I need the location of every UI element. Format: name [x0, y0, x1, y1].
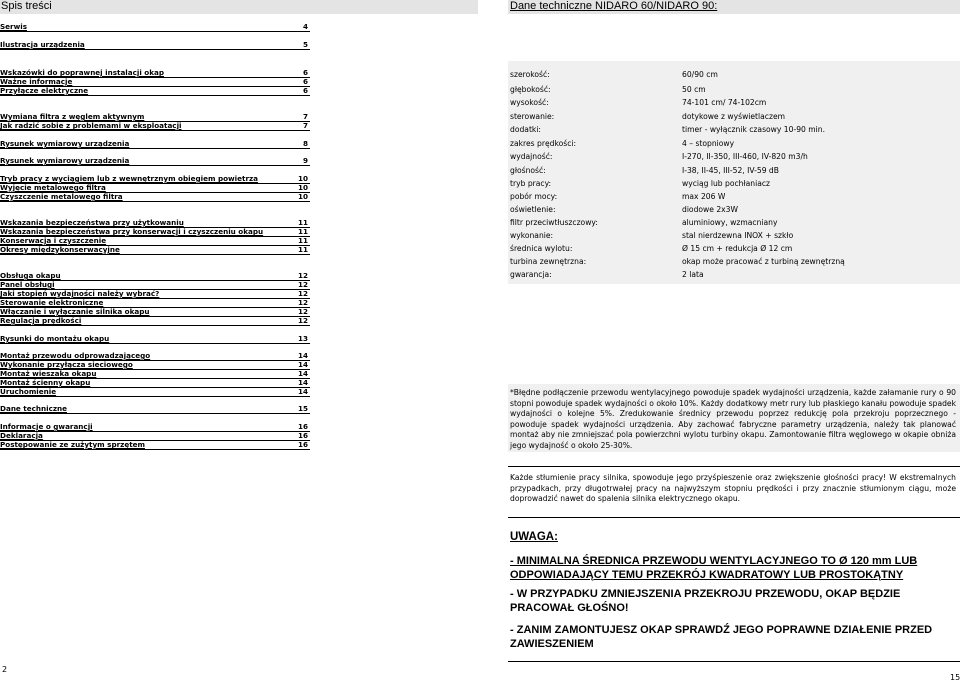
toc-entry-page: 11	[297, 218, 308, 227]
toc-entry-page: 16	[297, 440, 308, 449]
toc-entry-title: Konserwacja i czyszczenie	[0, 236, 107, 245]
toc-entry-page: 6	[302, 68, 308, 77]
toc-entry-page: 5	[302, 40, 308, 49]
spec-label: oświetlenie:	[510, 205, 556, 214]
note-ventilation: *Błędne podłączenie przewodu wentylacyjnego powoduje spadek wydajności urządzenia, każde załamanie rury o 90 stopni powoduje spadek wydajności o około 10%. Każdy dodatkowy metr rury lub płaskiego kanału powoduje spadek wydajności o kolejne 5%. Zredukowanie średnicy przewodu poprzez redukcję pola przekroju poprzecznego - powoduje spadek wydajności urządzenia. Aby zachować fabryczne parametry urządzenia, należy tak planować montaż aby nie zmniejszać pola powierzchni wylotu turbiny okapu. Zamontowanie filtra węglowego w okapie obniża jego wydajność o około 25-30%.	[510, 388, 956, 450]
spec-label: wysokość:	[510, 98, 549, 107]
toc-heading: Spis treści	[1, 0, 52, 12]
spec-value: dotykowe z wyświetlaczem	[682, 112, 786, 121]
toc-entry-title: Rysunek wymiarowy urządzenia	[0, 156, 130, 165]
spec-label: turbina zewnętrzna:	[510, 257, 587, 266]
toc-entry-page: 7	[302, 112, 308, 121]
toc-entry-page: 11	[297, 245, 308, 254]
toc-entry-page: 13	[297, 334, 308, 343]
spec-value: 74-101 cm/ 74-102cm	[682, 98, 767, 107]
toc-entry-title: Deklaracja	[0, 431, 43, 440]
toc-entry-title: Jaki stopień wydajności należy wybrać?	[0, 289, 160, 298]
toc-entry-title: Włączanie i wyłączanie silnika okapu	[0, 307, 150, 316]
spec-label: szerokość:	[510, 70, 550, 79]
toc-entry-page: 12	[297, 316, 308, 325]
divider-3	[508, 661, 960, 662]
toc-entry[interactable]	[0, 121, 310, 131]
warning-title: UWAGA:	[510, 531, 558, 543]
toc-entry-page: 12	[297, 298, 308, 307]
toc-entry-title: Czyszczenie metalowego filtra	[0, 192, 123, 201]
toc-entry[interactable]	[0, 139, 310, 149]
spec-value: 2 lata	[682, 270, 704, 279]
toc-entry[interactable]	[0, 245, 310, 255]
toc-entry-page: 10	[297, 183, 308, 192]
toc-entry-title: Rysunki do montażu okapu	[0, 334, 110, 343]
spec-value: I-270, II-350, III-460, IV-820 m3/h	[682, 152, 808, 161]
toc-entry-page: 9	[302, 156, 308, 165]
spec-label: zakres prędkości:	[510, 139, 577, 148]
toc-entry-title: Okresy międzykonserwacyjne	[0, 245, 120, 254]
warning-item-2: - W PRZYPADKU ZMNIEJSZENIA PRZEKROJU PRZEWODU, OKAP BĘDZIE PRACOWAŁ GŁOŚNO!	[510, 588, 901, 614]
spec-value: aluminiowy, wzmacniany	[682, 218, 778, 227]
toc-entry-title: Wykonanie przyłącza sieciowego	[0, 360, 133, 369]
toc-entry[interactable]	[0, 440, 310, 450]
spec-value: stal nierdzewna INOX + szkło	[682, 231, 794, 240]
spec-label: głośność:	[510, 166, 546, 175]
spec-value: 50 cm	[682, 85, 706, 94]
toc-entry-title: Obsługa okapu	[0, 271, 61, 280]
toc-entry-title: Ważne informacje	[0, 77, 73, 86]
spec-value: Ø 15 cm + redukcja Ø 12 cm	[682, 244, 793, 253]
spec-label: średnica wylotu:	[510, 244, 573, 253]
spec-value: 4 – stopniowy	[682, 139, 735, 148]
note-engine: Każde stłumienie pracy silnika, spowoduje jego przyśpieszenie oraz zwiększenie głośności pracy! W ekstremalnych przypadkach, przy długotrwałej pracy na najwyższym stopniu prędkości i przy znacznie stłumionym ciągu, może doprowadzić nawet do spalenia silnika elektrycznego okapu.	[510, 473, 956, 504]
spec-value: I-38, II-45, III-52, IV-59 dB	[682, 166, 779, 175]
spec-value: diodowe 2x3W	[682, 205, 739, 214]
toc-entry-page: 12	[297, 289, 308, 298]
toc-entry-title: Rysunek wymiarowy urządzenia	[0, 139, 130, 148]
toc-entry[interactable]	[0, 334, 310, 344]
toc-entry-title: Montaż wieszaka okapu	[0, 369, 97, 378]
spec-value: wyciąg lub pochłaniacz	[682, 179, 771, 188]
toc-entry-title: Tryb pracy z wyciągiem lub z wewnętrznym obiegiem powietrza	[0, 174, 259, 183]
toc-entry[interactable]	[0, 86, 310, 96]
toc-entry-page: 11	[297, 236, 308, 245]
toc-entry[interactable]	[0, 387, 310, 397]
toc-entry-title: Jak radzić sobie z problemami w eksploatacji	[0, 121, 182, 130]
toc-entry[interactable]	[0, 22, 310, 32]
spec-label: dodatki:	[510, 125, 541, 134]
spec-value: okap może pracować z turbiną zewnętrzną	[682, 257, 845, 266]
toc-entry-title: Postępowanie ze zużytym sprzętem	[0, 440, 145, 449]
toc-entry-title: Sterowanie elektroniczne	[0, 298, 104, 307]
specs-header-bar	[508, 0, 960, 14]
toc-entry-page: 12	[297, 307, 308, 316]
toc-entry-page: 8	[302, 139, 308, 148]
toc-entry-page: 14	[297, 387, 308, 396]
spec-label: wykonanie:	[510, 231, 554, 240]
spec-value: 60/90 cm	[682, 70, 718, 79]
toc-entry[interactable]	[0, 40, 310, 50]
toc-entry-page: 14	[297, 378, 308, 387]
toc-entry-title: Montaż przewodu odprowadzającego	[0, 351, 151, 360]
toc-entry-page: 16	[297, 431, 308, 440]
toc-entry-page: 12	[297, 271, 308, 280]
toc-entry[interactable]	[0, 156, 310, 166]
toc-entry-page: 6	[302, 77, 308, 86]
spec-value: max 206 W	[682, 192, 726, 201]
toc-entry-title: Ilustracja urządzenia	[0, 40, 85, 49]
toc-entry[interactable]	[0, 316, 310, 326]
specs-heading: Dane techniczne NIDARO 60/NIDARO 90:	[510, 0, 718, 12]
spec-value: timer - wyłącznik czasowy 10-90 min.	[682, 125, 826, 134]
toc-entry-title: Regulacja prędkości	[0, 316, 82, 325]
spec-label: gwarancja:	[510, 270, 552, 279]
toc-entry-title: Wskazania bezpieczeństwa przy użytkowaniu	[0, 218, 184, 227]
toc-entry-page: 12	[297, 280, 308, 289]
toc-entry-page: 14	[297, 351, 308, 360]
spec-label: sterowanie:	[510, 112, 555, 121]
toc-entry-page: 16	[297, 422, 308, 431]
spec-label: tryb pracy:	[510, 179, 552, 188]
toc-entry-page: 6	[302, 86, 308, 95]
toc-entry-title: Montaż ścienny okapu	[0, 378, 91, 387]
toc-entry-title: Wyjęcie metalowego filtra	[0, 183, 106, 192]
spec-label: filtr przeciwtłuszczowy:	[510, 218, 598, 227]
divider-2	[508, 517, 960, 518]
toc-entry-title: Panel obsługi	[0, 280, 55, 289]
page-number-right: 15	[950, 673, 960, 682]
toc-entry-title: Przyłącze elektryczne	[0, 86, 89, 95]
toc-entry-title: Wymiana filtra z węglem aktywnym	[0, 112, 145, 121]
spec-label: pobór mocy:	[510, 192, 558, 201]
toc-entry-page: 15	[297, 404, 308, 413]
toc-entry-title: Wskazówki do poprawnej instalacji okap	[0, 68, 165, 77]
toc-header-bar	[0, 0, 478, 14]
toc-entry-page: 14	[297, 360, 308, 369]
warning-item-3: - ZANIM ZAMONTUJESZ OKAP SPRAWDŹ JEGO POPRAWNE DZIAŁENIE PRZED ZAWIESZENIEM	[510, 624, 933, 650]
page-number-left: 2	[2, 665, 8, 674]
toc-entry-page: 10	[297, 192, 308, 201]
warning-item-1: - MINIMALNA ŚREDNICA PRZEWODU WENTYLACYJNEGO TO Ø 120 mm LUB ODPOWIADAJĄCY TEMU PRZEKRÓJ KWADRATOWY LUB PROSTOKĄTNY	[510, 555, 918, 581]
toc-entry-page: 14	[297, 369, 308, 378]
toc-entry-title: Uruchomienie	[0, 387, 57, 396]
spec-label: głębokość:	[510, 85, 551, 94]
divider-1	[508, 466, 960, 467]
toc-entry-title: Dane techniczne	[0, 404, 68, 413]
toc-entry-title: Wskazania bezpieczeństwa przy konserwacji i czyszczeniu okapu	[0, 227, 264, 236]
toc-entry-page: 11	[297, 227, 308, 236]
toc-entry-page: 7	[302, 121, 308, 130]
spec-label: wydajność:	[510, 152, 553, 161]
toc-entry-title: Informacje o gwarancji	[0, 422, 93, 431]
toc-entry-page: 10	[297, 174, 308, 183]
toc-entry[interactable]	[0, 192, 310, 202]
toc-entry-title: Serwis	[0, 22, 27, 31]
toc-entry[interactable]	[0, 404, 310, 414]
toc-entry-page: 4	[302, 22, 308, 31]
